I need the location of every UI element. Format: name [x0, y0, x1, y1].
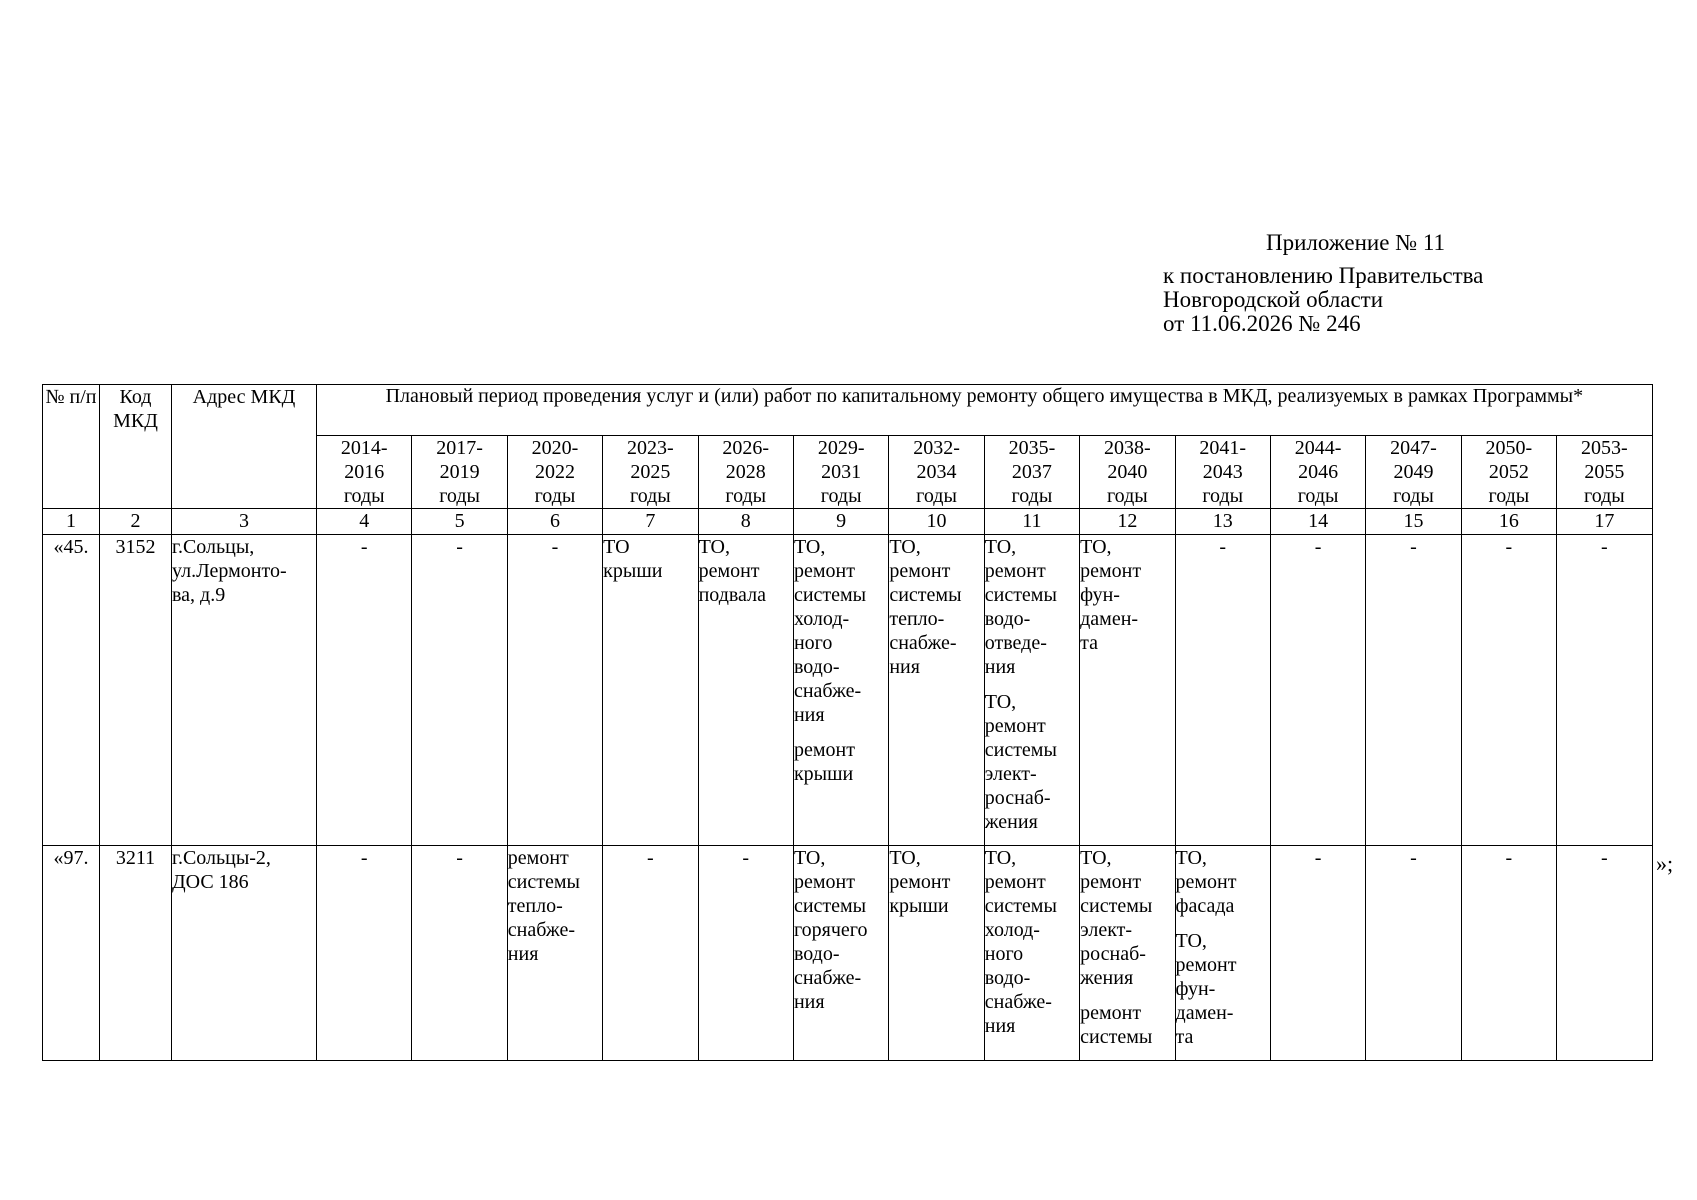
work-item-line: холод-: [984, 919, 1040, 941]
work-item-line: крыши: [889, 895, 949, 917]
work-item: [985, 690, 1079, 834]
period-header-line: 2032-: [913, 437, 960, 459]
period-header-line: годы: [1583, 485, 1625, 507]
period-cell: [1366, 846, 1461, 1061]
column-number: 15: [1366, 509, 1461, 535]
work-item-line: ремонт: [889, 560, 951, 582]
period-header: [1270, 436, 1365, 509]
work-item-line: та: [1175, 1026, 1194, 1048]
column-number: 17: [1557, 509, 1653, 535]
work-item-line: ния: [889, 656, 920, 678]
column-number: 8: [698, 509, 793, 535]
work-item-line: снабже-: [889, 632, 957, 654]
work-item-line: снабже-: [984, 991, 1052, 1013]
work-item-line: -: [647, 847, 654, 869]
period-cell: [889, 846, 984, 1061]
work-item-line: системы: [984, 739, 1057, 761]
period-header-line: 2034: [916, 461, 957, 483]
period-cell: [317, 846, 412, 1061]
work-item-line: ремонт: [984, 560, 1046, 582]
work-item-line: ТО,: [889, 536, 921, 558]
work-item: [508, 846, 602, 966]
work-item: [985, 535, 1079, 679]
period-cell: [412, 846, 507, 1061]
row-code: 3211: [100, 846, 172, 1061]
period-cell: [889, 535, 984, 846]
column-number: 9: [793, 509, 888, 535]
period-header-line: 2044-: [1294, 437, 1342, 459]
period-header-line: 2055: [1584, 461, 1625, 483]
period-cell: [793, 535, 888, 846]
period-header: [1080, 436, 1175, 509]
period-cell: [1080, 846, 1175, 1061]
work-item-line: жения: [1080, 967, 1134, 989]
work-item: [603, 846, 697, 870]
work-item-line: системы: [984, 895, 1057, 917]
work-item-line: дамен-: [1080, 608, 1139, 630]
period-header-line: 2020-: [531, 437, 579, 459]
period-header-line: годы: [1297, 485, 1339, 507]
period-cell: [698, 535, 793, 846]
work-item-line: горячего: [793, 919, 868, 941]
period-header-line: 2052: [1488, 461, 1529, 483]
work-item-line: ремонт: [889, 871, 951, 893]
column-number: 16: [1461, 509, 1556, 535]
address-line: ул.Лермонто-: [172, 560, 287, 582]
work-item-line: -: [742, 847, 750, 869]
work-item-line: снабже-: [793, 967, 862, 989]
work-item: [794, 738, 888, 786]
work-item-line: водо-: [793, 943, 840, 965]
table-row: [43, 846, 1653, 1061]
header-no: № п/п: [43, 385, 100, 509]
work-item-line: снабже-: [793, 680, 862, 702]
work-item-line: -: [1601, 847, 1608, 869]
period-header: [984, 436, 1079, 509]
column-number: 1: [43, 509, 100, 535]
period-header-line: 2028: [725, 461, 766, 483]
work-item-line: роснаб-: [984, 787, 1051, 809]
period-header-line: 2014-: [340, 437, 388, 459]
appendix-header: [1163, 230, 1483, 336]
period-header-line: годы: [1106, 485, 1148, 507]
work-item-line: ного: [984, 943, 1024, 965]
work-item-line: ТО,: [984, 847, 1017, 869]
work-item-line: фун-: [1175, 978, 1216, 1000]
period-header-line: годы: [820, 485, 862, 507]
period-header: [698, 436, 793, 509]
period-header-line: 2038-: [1103, 437, 1151, 459]
work-item-line: отведе-: [984, 632, 1047, 654]
work-item: [412, 535, 506, 559]
address-line: г.Сольцы,: [172, 536, 255, 558]
work-item-line: ТО,: [793, 847, 826, 869]
work-item-line: системы: [1080, 895, 1153, 917]
work-item-line: -: [1410, 536, 1417, 558]
period-header-line: годы: [1011, 485, 1053, 507]
period-header: [1366, 436, 1461, 509]
period-header: [603, 436, 698, 509]
column-number: 11: [984, 509, 1079, 535]
work-item-line: ремонт: [1080, 560, 1142, 582]
work-item-line: ремонт: [698, 560, 760, 582]
period-header-line: годы: [1488, 485, 1530, 507]
column-number: 10: [889, 509, 984, 535]
period-header-line: 2031: [821, 461, 862, 483]
work-item-line: ния: [793, 704, 825, 726]
work-item: [794, 846, 888, 1014]
work-item-line: тепло-: [507, 895, 563, 917]
work-item-line: снабже-: [507, 919, 576, 941]
column-number: 3: [172, 509, 317, 535]
period-header-line: 2016: [344, 461, 385, 483]
work-item: [1176, 846, 1270, 918]
period-cell: [1080, 535, 1175, 846]
column-number: 7: [603, 509, 698, 535]
work-item-line: ТО,: [984, 536, 1017, 558]
work-item-line: водо-: [984, 608, 1031, 630]
period-header: [793, 436, 888, 509]
column-number: 12: [1080, 509, 1175, 535]
period-header: [889, 436, 984, 509]
work-item-line: ремонт: [984, 715, 1046, 737]
work-item-line: -: [1601, 536, 1608, 558]
appendix-title: Приложение № 11: [1266, 230, 1446, 255]
column-number: 13: [1175, 509, 1270, 535]
period-header-line: 2023-: [627, 437, 674, 459]
period-header-line: 2046: [1298, 461, 1339, 483]
work-item-line: -: [1505, 847, 1513, 869]
work-item-line: ремонт: [1175, 871, 1237, 893]
work-item-line: -: [1410, 847, 1417, 869]
table-body: [43, 385, 1653, 1061]
work-item-line: водо-: [984, 967, 1031, 989]
period-header: [1461, 436, 1556, 509]
header-address: Адрес МКД: [172, 385, 317, 509]
work-item-line: фун-: [1080, 584, 1120, 606]
period-cell: [1175, 846, 1270, 1061]
row-address: [172, 535, 317, 846]
work-item: [317, 535, 411, 559]
work-item-line: системы: [793, 895, 867, 917]
column-number: 5: [412, 509, 507, 535]
work-item-line: системы: [793, 584, 867, 606]
work-item-line: элект-: [1080, 919, 1133, 941]
work-item-line: ния: [984, 656, 1016, 678]
work-item-line: ремонт: [793, 560, 855, 582]
period-header-line: 2017-: [436, 437, 483, 459]
appendix-line-1: к постановлению Правительства: [1163, 263, 1484, 288]
period-header-line: годы: [725, 485, 767, 507]
work-item-line: -: [551, 536, 559, 558]
period-header-line: 2029-: [817, 437, 865, 459]
period-header-line: 2050-: [1485, 437, 1533, 459]
work-item-line: -: [456, 536, 463, 558]
period-cell: [603, 535, 698, 846]
appendix-line-2: Новгородской области: [1163, 287, 1384, 312]
work-item: [1462, 535, 1556, 559]
period-header-line: 2053-: [1581, 437, 1628, 459]
period-cell: [317, 535, 412, 846]
work-item-line: ного: [793, 632, 833, 654]
work-item-line: ТО,: [1175, 847, 1207, 869]
work-item: [603, 535, 697, 583]
work-item-line: крыши: [793, 763, 854, 785]
period-header-line: 2049: [1393, 461, 1434, 483]
work-item-line: ТО,: [698, 536, 730, 558]
period-header-line: 2019: [439, 461, 480, 483]
work-item-line: тепло-: [889, 608, 945, 630]
work-item: [1271, 846, 1365, 870]
period-header-line: 2035-: [1008, 437, 1056, 459]
work-item-line: -: [1505, 536, 1513, 558]
work-item-line: ремонт: [1080, 871, 1142, 893]
row-address: [172, 846, 317, 1061]
period-cell: [793, 846, 888, 1061]
work-item: [1080, 1001, 1174, 1049]
work-item-line: -: [1314, 536, 1322, 558]
work-item-line: -: [456, 847, 463, 869]
work-item-line: холод-: [793, 608, 850, 630]
work-item: [889, 846, 983, 918]
table-row: [43, 535, 1653, 846]
appendix-line-3: от 11.06.2026 № 246: [1163, 311, 1361, 336]
work-item-line: ремонт: [984, 871, 1046, 893]
work-item-line: ТО,: [793, 536, 826, 558]
row-number: «45.: [43, 535, 100, 846]
work-item-line: крыши: [603, 560, 663, 582]
period-header-line: 2043: [1202, 461, 1243, 483]
work-item-line: ремонт: [793, 871, 855, 893]
work-item: [699, 846, 793, 870]
work-item-line: дамен-: [1175, 1002, 1234, 1024]
header-period-caption: Плановый период проведения услуг и (или) работ по капитальному ремонту общего имущества в МКД, реализуемых в рамках Программы*: [317, 385, 1653, 436]
work-item: [1080, 846, 1174, 990]
period-header-line: 2025: [630, 461, 671, 483]
period-header-line: годы: [916, 485, 957, 507]
work-item: [889, 535, 983, 679]
work-item-line: ремонт: [1175, 954, 1237, 976]
work-item-line: роснаб-: [1080, 943, 1146, 965]
work-item-line: ТО: [603, 536, 630, 558]
work-item-line: -: [360, 847, 368, 869]
address-line: ва, д.9: [172, 584, 226, 606]
work-item-line: -: [1314, 847, 1322, 869]
work-item-line: ремонт: [1080, 1002, 1142, 1024]
period-header-line: 2047-: [1390, 437, 1437, 459]
period-header: [1175, 436, 1270, 509]
work-item: [1557, 535, 1652, 559]
period-header-line: 2026-: [722, 437, 770, 459]
work-item-line: та: [1080, 632, 1098, 654]
work-item: [794, 535, 888, 727]
work-item-line: фасада: [1175, 895, 1235, 917]
period-cell: [603, 846, 698, 1061]
work-item-line: -: [360, 536, 368, 558]
work-item-line: ния: [507, 943, 539, 965]
work-item: [1462, 846, 1556, 870]
work-item-line: системы: [889, 584, 962, 606]
period-cell: [1270, 535, 1365, 846]
period-header: [412, 436, 507, 509]
address-line: г.Сольцы-2,: [172, 847, 271, 869]
work-item-line: ремонт: [507, 847, 569, 869]
work-item-line: жения: [984, 811, 1038, 833]
closing-quote: »;: [1656, 851, 1674, 876]
work-item-line: ТО,: [1080, 847, 1112, 869]
work-item: [1080, 535, 1174, 655]
period-header-line: годы: [439, 485, 480, 507]
period-cell: [1557, 846, 1653, 1061]
header-row: [43, 385, 1653, 436]
column-number-row: [43, 509, 1653, 535]
work-item-line: системы: [507, 871, 580, 893]
period-cell: [984, 846, 1079, 1061]
column-number: 2: [100, 509, 172, 535]
work-item: [412, 846, 506, 870]
work-item-line: элект-: [984, 763, 1037, 785]
column-number: 4: [317, 509, 412, 535]
period-header-line: 2022: [534, 461, 575, 483]
work-item: [1557, 846, 1652, 870]
work-item-line: ремонт: [793, 739, 855, 761]
period-header-line: годы: [534, 485, 576, 507]
period-cell: [1270, 846, 1365, 1061]
period-cell: [1175, 535, 1270, 846]
period-header-line: 2037: [1011, 461, 1052, 483]
period-header-line: 2040: [1107, 461, 1148, 483]
work-item-line: ТО,: [889, 847, 921, 869]
work-item: [1176, 929, 1270, 1049]
work-item: [1366, 535, 1460, 559]
period-header: [317, 436, 412, 509]
period-cell: [984, 535, 1079, 846]
work-item: [508, 535, 602, 559]
work-item-line: подвала: [698, 584, 766, 606]
period-header-line: годы: [1393, 485, 1434, 507]
period-header-line: годы: [1202, 485, 1244, 507]
work-item-line: ния: [793, 991, 825, 1013]
period-cell: [412, 535, 507, 846]
period-header-line: 2041-: [1199, 437, 1247, 459]
period-header: [507, 436, 602, 509]
period-cell: [1461, 846, 1556, 1061]
period-cell: [507, 535, 602, 846]
work-item-line: ТО,: [984, 691, 1017, 713]
period-header: [1557, 436, 1653, 509]
work-item-line: -: [1219, 536, 1227, 558]
work-item: [1366, 846, 1460, 870]
column-number: 14: [1270, 509, 1365, 535]
column-number: 6: [507, 509, 602, 535]
repair-schedule-table: [42, 384, 1653, 1061]
work-item: [1176, 535, 1270, 559]
period-cell: [1461, 535, 1556, 846]
work-item-line: системы: [1080, 1026, 1153, 1048]
address-line: ДОС 186: [172, 871, 249, 893]
period-header-line: годы: [629, 485, 671, 507]
work-item: [317, 846, 411, 870]
work-item: [985, 846, 1079, 1038]
work-item-line: ТО,: [1175, 930, 1207, 952]
period-cell: [698, 846, 793, 1061]
row-code: 3152: [100, 535, 172, 846]
period-header-line: годы: [343, 485, 385, 507]
work-item-line: ния: [984, 1015, 1016, 1037]
period-cell: [1557, 535, 1653, 846]
period-cell: [1366, 535, 1461, 846]
work-item: [1271, 535, 1365, 559]
period-cell: [507, 846, 602, 1061]
work-item-line: водо-: [793, 656, 840, 678]
row-number: «97.: [43, 846, 100, 1061]
header-code: Код МКД: [100, 385, 172, 509]
work-item: [699, 535, 793, 607]
work-item-line: ТО,: [1080, 536, 1112, 558]
work-item-line: системы: [984, 584, 1057, 606]
